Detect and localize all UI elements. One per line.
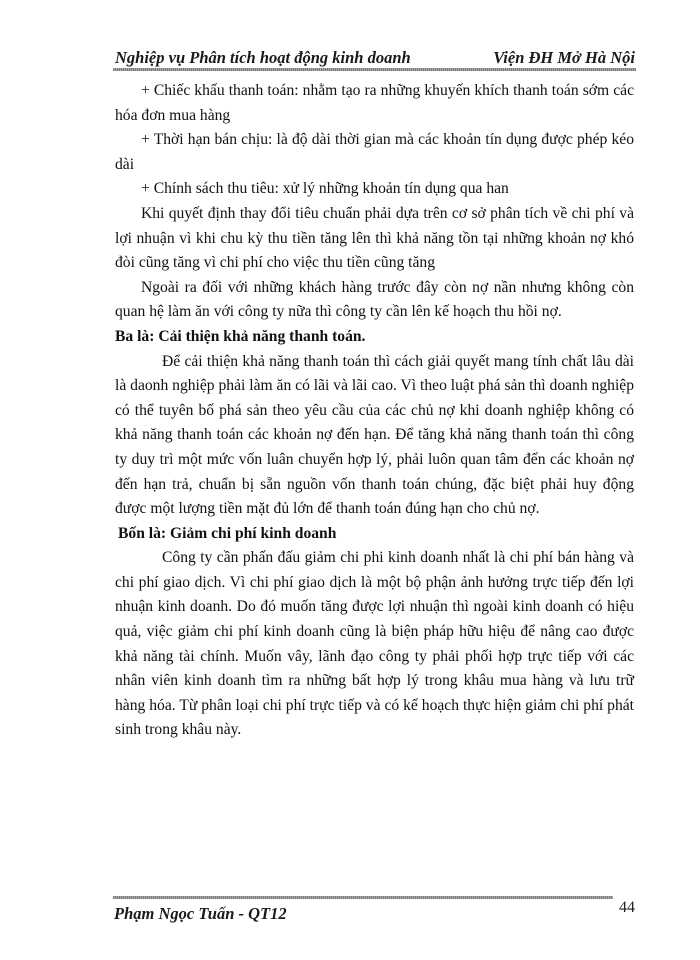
paragraph-standard-change: Khi quyết định thay đổi tiêu chuẩn phải dựa trên cơ sở phân tích về chi phí và lợi nhuận vì khi chu kỳ thu tiền tăng lên thì khả năng tồn tại những khoản nợ khó đòi cũng tăng vì chi phí cho việc thu tiền cũng tăng: [115, 204, 634, 272]
footer-author: Phạm Ngọc Tuấn - QT12: [114, 904, 287, 923]
paragraph-collection-policy: + Chính sách thu tiêu: xử lý những khoản tín dụng qua han: [141, 180, 509, 198]
heading-reduce-costs: Bốn là: Giảm chi phí kinh doanh: [118, 524, 337, 542]
page-body: [115, 79, 634, 743]
paragraph-credit-period: + Thời hạn bán chịu: là độ dài thời gian mà các khoản tín dụng được phép kéo dài: [115, 131, 634, 173]
header-divider: [113, 68, 636, 71]
paragraph-debt-recovery: Ngoài ra đối với những khách hàng trước đây còn nợ nần nhưng không còn quan hệ làm ăn với công ty nữa thì công ty cần lên kế hoạch thu hồi nợ.: [115, 278, 634, 321]
page-number: 44: [619, 899, 635, 916]
page-header: [115, 48, 635, 68]
paragraph-improve-solvency: Để cải thiện khả năng thanh toán thì cách giải quyết mang tính chất lâu dài là daonh nghiệp phải làm ăn có lãi và lãi cao. Vì theo luật phá sản thì doanh nghiệp có thể tuyên bố phá sản theo yêu cầu của các chủ nợ khi doanh nghiệp không có khả năng thanh toán các khoản nợ đến hạn. Để tăng khả năng thanh toán thì công ty duy trì một mức vốn luân chuyển hợp lý, phải luôn quan tâm đến các khoản nợ đến hạn trả, chuẩn bị sẵn nguồn vốn thanh toán chúng, đặc biệt phải huy động được một lượng tiền mặt đủ lớn để thanh toán đúng hạn cho chủ nợ.: [115, 352, 634, 518]
footer-divider: [113, 896, 613, 899]
header-title: Nghiệp vụ Phân tích hoạt động kinh doanh: [115, 48, 411, 67]
paragraph-reduce-costs: Công ty cần phấn đấu giảm chi phi kinh doanh nhất là chi phí bán hàng và chi phí giao dịch. Vì chi phí giao dịch là một bộ phận ảnh hưởng trực tiếp đến lợi nhuận kinh doanh. Do đó muốn tăng được lợi nhuận thì ngoài kinh doanh có hiệu quả, việc giảm chi phí kinh doanh cũng là biện pháp hữu hiệu để nâng cao được khả năng tài chính. Muốn vây, lãnh đạo công ty phải phối hợp trực tiếp với các nhân viên kinh doanh tìm ra những bất hợp lý trong khâu mua hàng và lưu trữ hàng hóa. Từ phân loại chi phí trực tiếp và có kế hoạch thực hiện giảm chi phí phát sinh trong khâu này.: [115, 549, 634, 739]
header-institution: Viện ĐH Mở Hà Nội: [493, 48, 635, 67]
heading-improve-solvency: Ba là: Cải thiện khả năng thanh toán.: [115, 327, 366, 345]
paragraph-payment-discount: + Chiếc khấu thanh toán: nhằm tạo ra những khuyến khích thanh toán sớm các hóa đơn mua hàng: [115, 82, 634, 124]
